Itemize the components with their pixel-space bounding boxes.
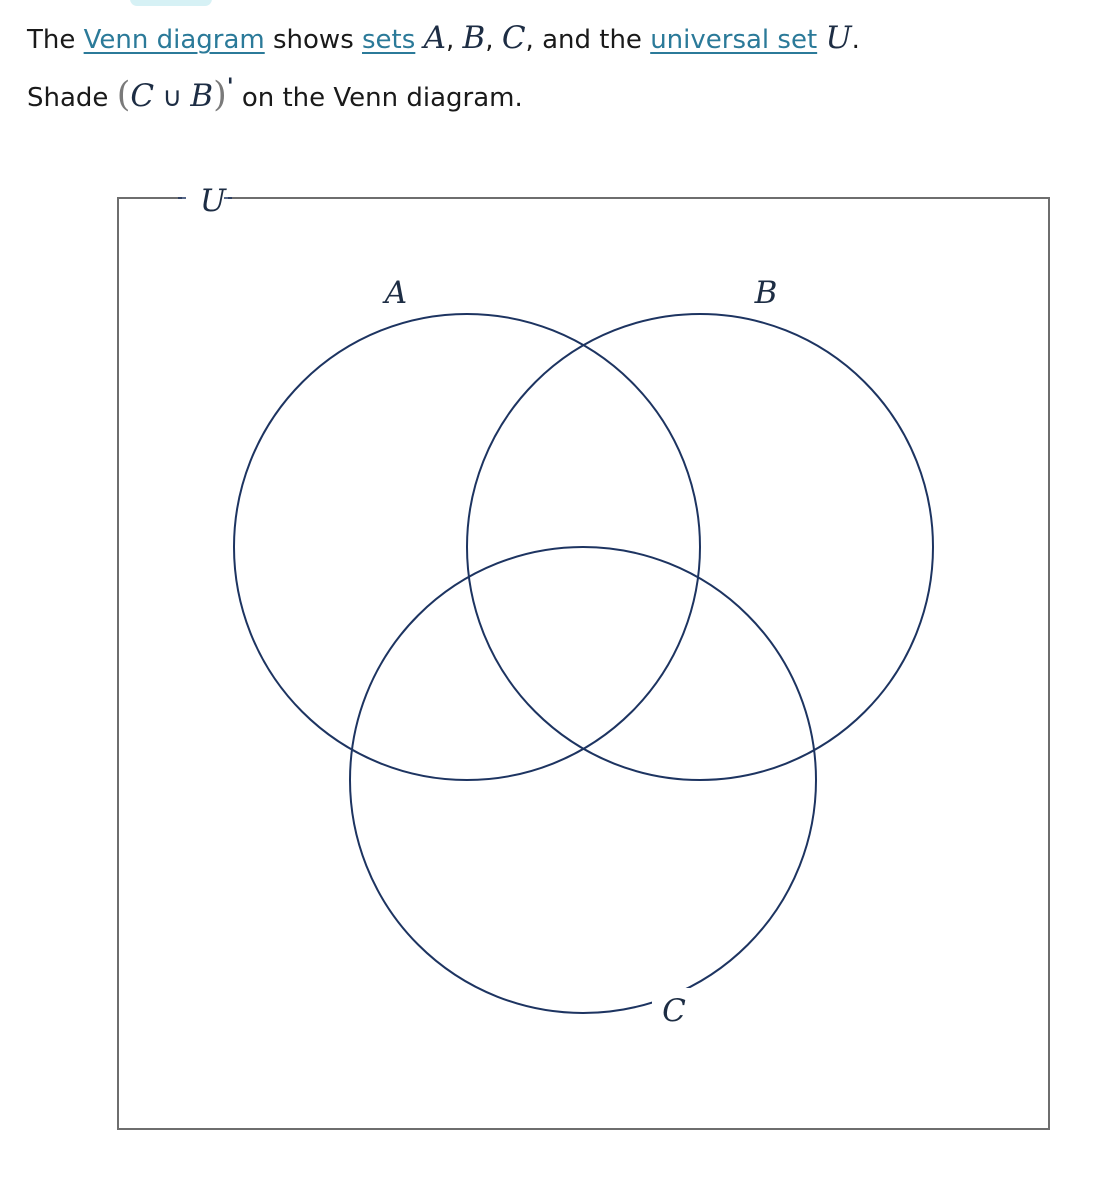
prompt-text-shows: shows [273, 25, 354, 55]
prompt-text-and-the: and the [542, 25, 642, 55]
venn-diagram-link[interactable]: Venn diagram [83, 25, 265, 55]
close-paren: ) [213, 75, 227, 115]
comma: , [525, 25, 534, 55]
math-var-b: B [462, 20, 486, 56]
comma: , [445, 25, 455, 55]
union-symbol: ∪ [162, 82, 183, 113]
comma: , [485, 25, 494, 55]
period: . [851, 25, 860, 55]
math-var-a: A [423, 20, 446, 56]
math-var-b: B [190, 78, 214, 114]
set-b-label: B [754, 275, 778, 311]
sets-link[interactable]: sets [362, 25, 416, 55]
universal-set-label: U [199, 183, 227, 219]
prompt-text-the: The [27, 25, 76, 55]
set-c-label: C [662, 993, 686, 1029]
open-paren: ( [116, 75, 131, 115]
set-a-label: A [384, 275, 408, 311]
complement-prime: ' [226, 75, 234, 100]
math-var-u: U [825, 20, 852, 56]
universal-set-link[interactable]: universal set [650, 25, 818, 55]
prompt-text-shade: Shade [27, 83, 109, 113]
universal-set-region[interactable] [118, 198, 1049, 1129]
prompt-text-rest: on the Venn diagram. [241, 83, 523, 113]
math-var-c: C [501, 20, 526, 56]
math-var-c: C [130, 78, 155, 114]
